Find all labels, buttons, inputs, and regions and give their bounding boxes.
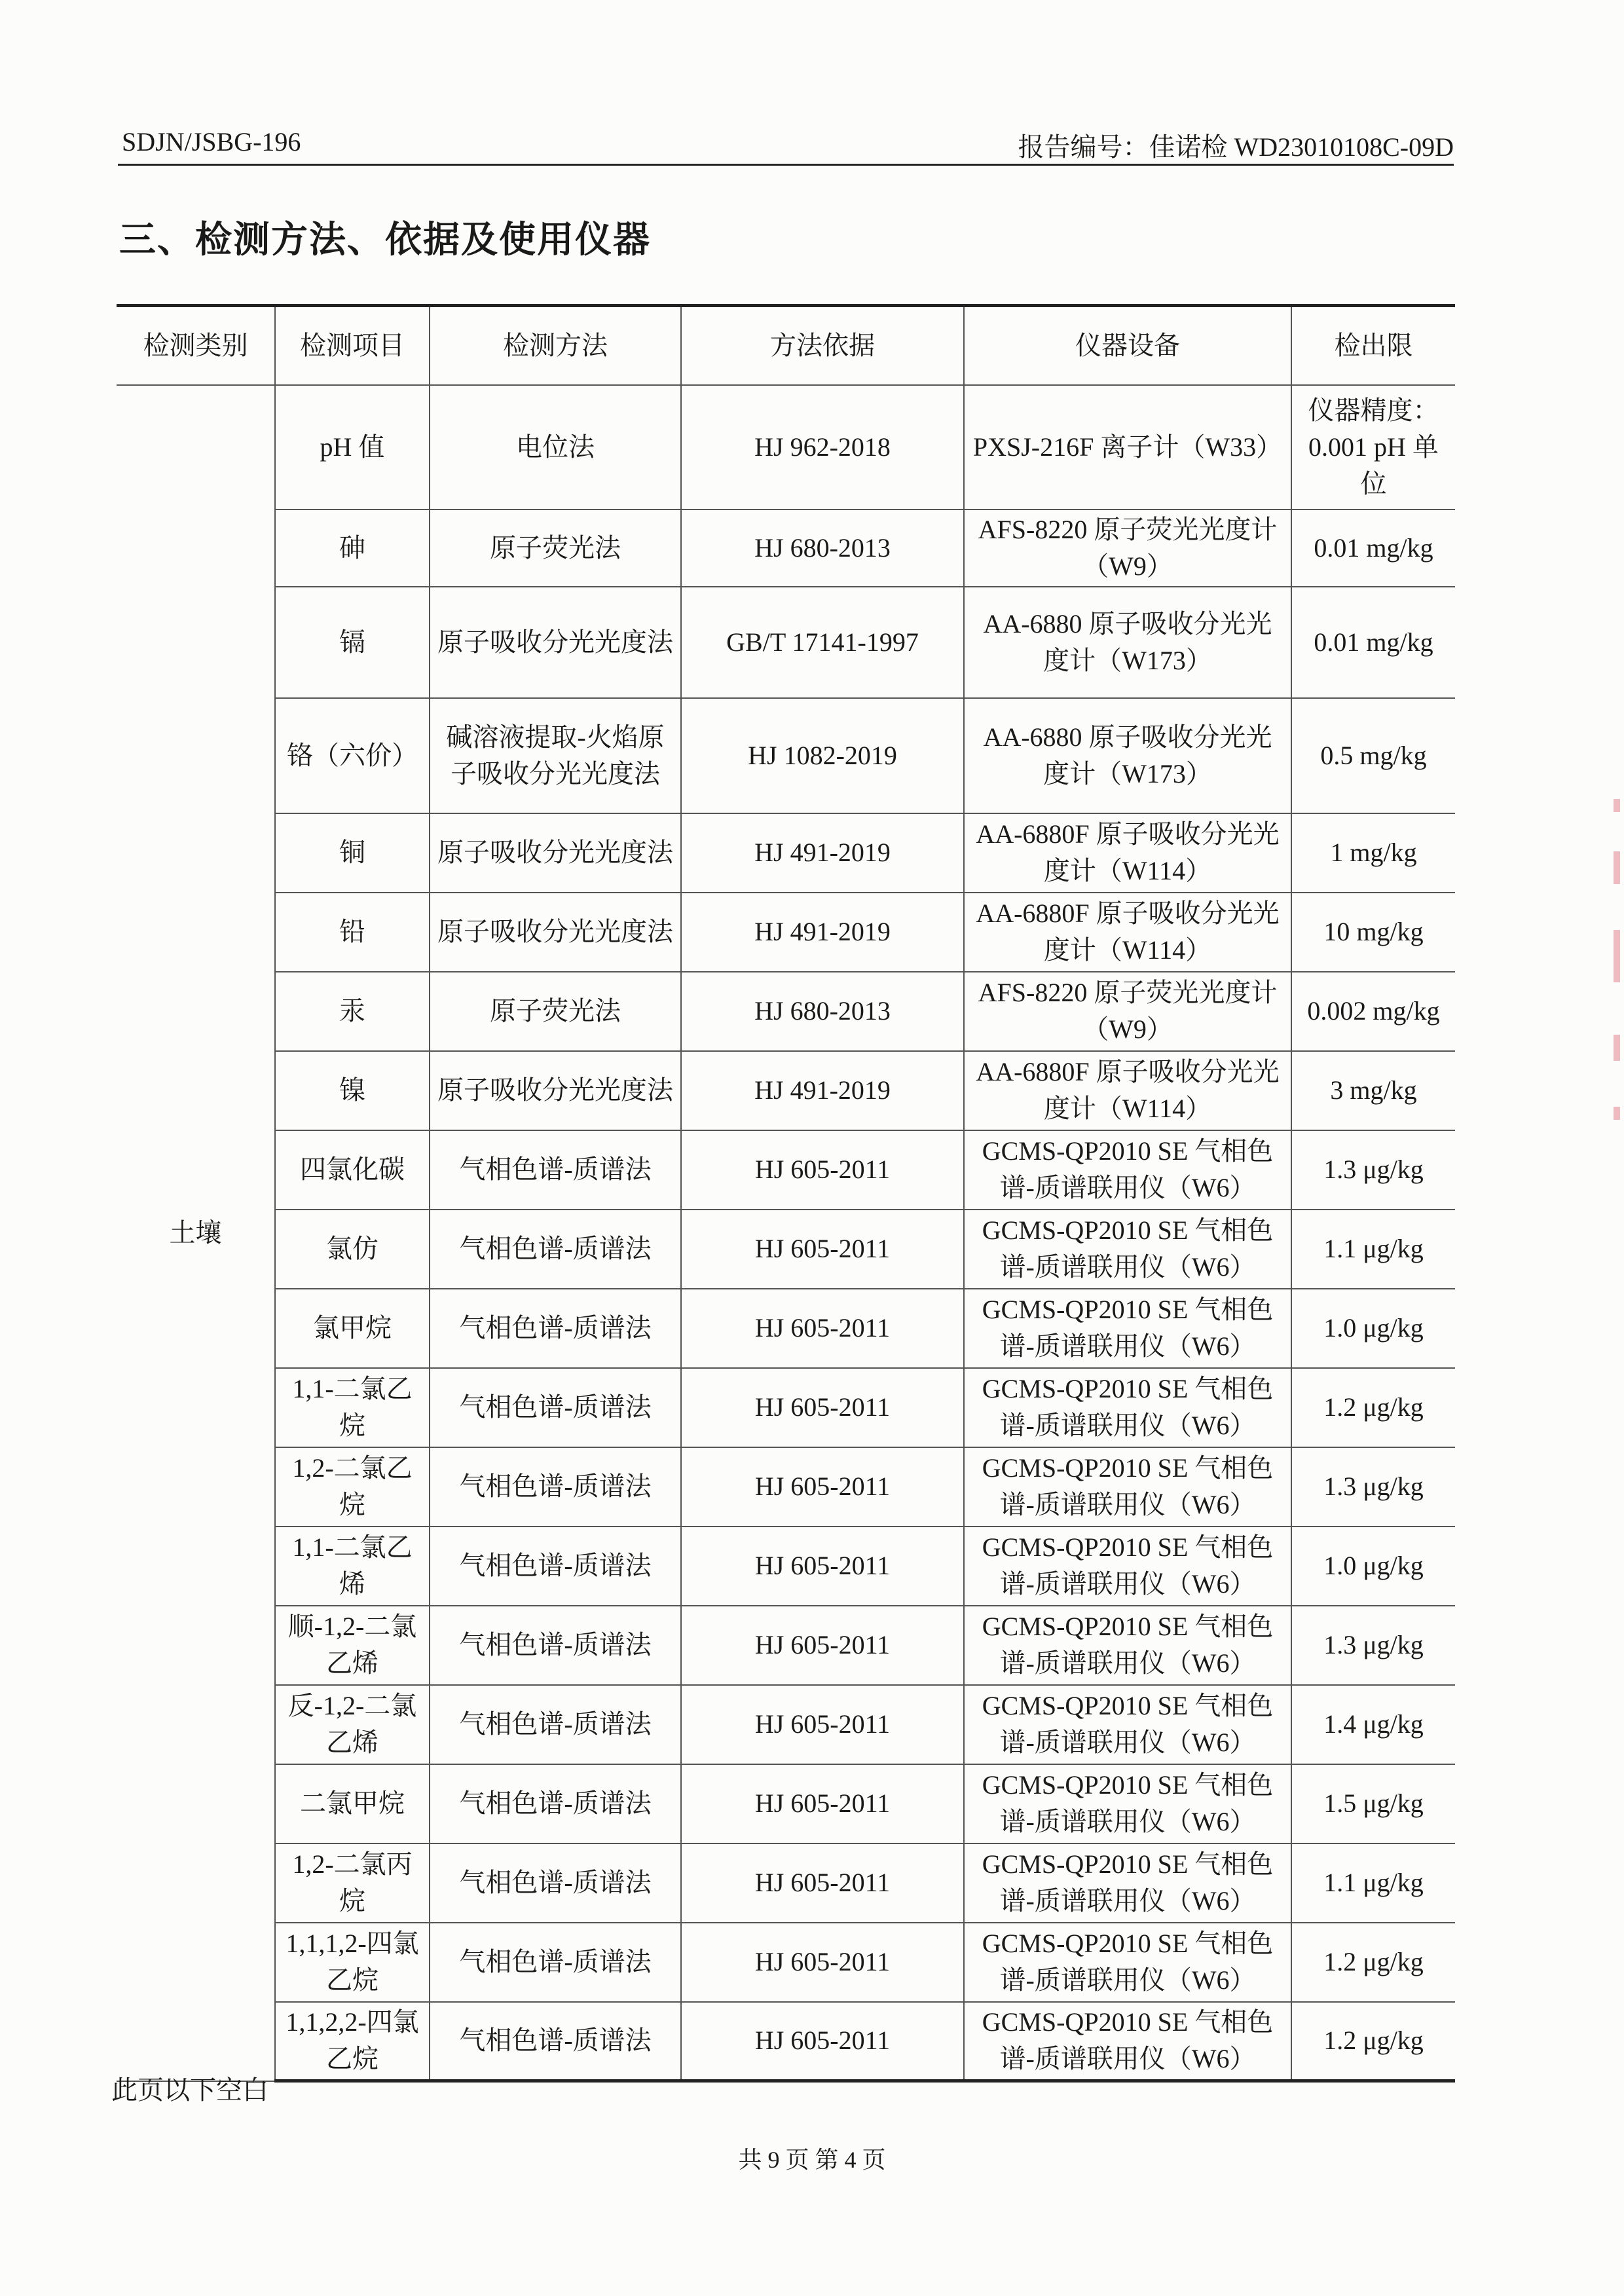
table-row [117, 1764, 1455, 1843]
item-cell: 铬（六价） [275, 698, 430, 813]
instrument-cell: AA-6880 原子吸收分光光度计（W173） [964, 587, 1291, 698]
page-header [118, 121, 1454, 160]
basis-cell: HJ 962-2018 [681, 385, 964, 509]
table-row [117, 1051, 1455, 1130]
method-cell: 气相色谱-质谱法 [430, 1130, 681, 1210]
item-cell: 二氯甲烷 [275, 1764, 430, 1843]
table-row [117, 1606, 1455, 1685]
table-row [117, 509, 1455, 587]
item-cell: 1,2-二氯乙烷 [275, 1447, 430, 1527]
item-cell: pH 值 [275, 385, 430, 509]
report-number: 报告编号：佳诺检 WD23010108C-09D [1018, 132, 1454, 162]
seal-stamp-edge [1604, 799, 1624, 1139]
basis-cell: GB/T 17141-1997 [681, 587, 964, 698]
column-header: 检测类别 [117, 306, 275, 385]
item-cell: 1,1,1,2-四氯乙烷 [275, 1923, 430, 2002]
table-row [117, 1447, 1455, 1527]
basis-cell: HJ 605-2011 [681, 1130, 964, 1210]
instrument-cell: AA-6880 原子吸收分光光度计（W173） [964, 698, 1291, 813]
basis-cell: HJ 680-2013 [681, 972, 964, 1051]
method-cell: 气相色谱-质谱法 [430, 1843, 681, 1923]
basis-cell: HJ 605-2011 [681, 1447, 964, 1527]
method-cell: 气相色谱-质谱法 [430, 1210, 681, 1289]
method-cell: 原子荧光法 [430, 972, 681, 1051]
table-row [117, 972, 1455, 1051]
column-header: 检测项目 [275, 306, 430, 385]
limit-cell: 10 mg/kg [1291, 893, 1455, 972]
instrument-cell: PXSJ-216F 离子计（W33） [964, 385, 1291, 509]
table-row [117, 893, 1455, 972]
instrument-cell: GCMS-QP2010 SE 气相色谱-质谱联用仪（W6） [964, 1210, 1291, 1289]
table-row [117, 813, 1455, 893]
item-cell: 1,1-二氯乙烯 [275, 1527, 430, 1606]
basis-cell: HJ 605-2011 [681, 2002, 964, 2081]
table-body [117, 385, 1455, 2081]
basis-cell: HJ 605-2011 [681, 1923, 964, 2002]
limit-cell: 1.3 μg/kg [1291, 1447, 1455, 1527]
table-header-row [117, 306, 1455, 385]
method-cell: 碱溶液提取-火焰原子吸收分光光度法 [430, 698, 681, 813]
item-cell: 氯甲烷 [275, 1289, 430, 1368]
basis-cell: HJ 605-2011 [681, 1289, 964, 1368]
method-cell: 原子吸收分光光度法 [430, 813, 681, 893]
document-code: SDJN/JSBG-196 [122, 127, 301, 157]
item-cell: 1,1-二氯乙烷 [275, 1368, 430, 1447]
item-cell: 1,2-二氯丙烷 [275, 1843, 430, 1923]
method-cell: 气相色谱-质谱法 [430, 1606, 681, 1685]
limit-cell: 0.5 mg/kg [1291, 698, 1455, 813]
basis-cell: HJ 605-2011 [681, 1606, 964, 1685]
method-cell: 气相色谱-质谱法 [430, 1447, 681, 1527]
basis-cell: HJ 605-2011 [681, 1764, 964, 1843]
limit-cell: 3 mg/kg [1291, 1051, 1455, 1130]
blank-page-note: 此页以下空白 [111, 2075, 268, 2105]
limit-cell: 1.0 μg/kg [1291, 1289, 1455, 1368]
method-cell: 气相色谱-质谱法 [430, 2002, 681, 2081]
table-row [117, 1368, 1455, 1447]
instrument-cell: GCMS-QP2010 SE 气相色谱-质谱联用仪（W6） [964, 1527, 1291, 1606]
table-row [117, 1289, 1455, 1368]
instrument-cell: GCMS-QP2010 SE 气相色谱-质谱联用仪（W6） [964, 1289, 1291, 1368]
item-cell: 氯仿 [275, 1210, 430, 1289]
item-cell: 四氯化碳 [275, 1130, 430, 1210]
instrument-cell: AA-6880F 原子吸收分光光度计（W114） [964, 893, 1291, 972]
instrument-cell: AFS-8220 原子荧光光度计（W9） [964, 509, 1291, 587]
limit-cell: 1.2 μg/kg [1291, 2002, 1455, 2081]
limit-cell: 0.01 mg/kg [1291, 509, 1455, 587]
instrument-cell: GCMS-QP2010 SE 气相色谱-质谱联用仪（W6） [964, 1843, 1291, 1923]
method-cell: 气相色谱-质谱法 [430, 1368, 681, 1447]
limit-cell: 1.3 μg/kg [1291, 1130, 1455, 1210]
item-cell: 1,1,2,2-四氯乙烷 [275, 2002, 430, 2081]
instrument-cell: AA-6880F 原子吸收分光光度计（W114） [964, 1051, 1291, 1130]
column-header: 检出限 [1291, 306, 1455, 385]
method-cell: 电位法 [430, 385, 681, 509]
table-row [117, 587, 1455, 698]
item-cell: 镍 [275, 1051, 430, 1130]
instrument-cell: GCMS-QP2010 SE 气相色谱-质谱联用仪（W6） [964, 1447, 1291, 1527]
column-header: 仪器设备 [964, 306, 1291, 385]
item-cell: 铜 [275, 813, 430, 893]
basis-cell: HJ 605-2011 [681, 1843, 964, 1923]
instrument-cell: AA-6880F 原子吸收分光光度计（W114） [964, 813, 1291, 893]
instrument-cell: GCMS-QP2010 SE 气相色谱-质谱联用仪（W6） [964, 1923, 1291, 2002]
limit-cell: 仪器精度：0.001 pH 单位 [1291, 385, 1455, 509]
method-cell: 原子吸收分光光度法 [430, 893, 681, 972]
category-cell: 土壤 [117, 385, 275, 2081]
instrument-cell: GCMS-QP2010 SE 气相色谱-质谱联用仪（W6） [964, 1606, 1291, 1685]
basis-cell: HJ 491-2019 [681, 893, 964, 972]
limit-cell: 1.4 μg/kg [1291, 1685, 1455, 1764]
method-cell: 原子吸收分光光度法 [430, 1051, 681, 1130]
limit-cell: 1.1 μg/kg [1291, 1843, 1455, 1923]
instrument-cell: GCMS-QP2010 SE 气相色谱-质谱联用仪（W6） [964, 2002, 1291, 2081]
table-row [117, 1210, 1455, 1289]
limit-cell: 1.2 μg/kg [1291, 1923, 1455, 2002]
basis-cell: HJ 605-2011 [681, 1527, 964, 1606]
instrument-cell: GCMS-QP2010 SE 气相色谱-质谱联用仪（W6） [964, 1685, 1291, 1764]
table-row [117, 1843, 1455, 1923]
method-cell: 气相色谱-质谱法 [430, 1923, 681, 2002]
method-cell: 气相色谱-质谱法 [430, 1685, 681, 1764]
column-header: 检测方法 [430, 306, 681, 385]
limit-cell: 1 mg/kg [1291, 813, 1455, 893]
item-cell: 汞 [275, 972, 430, 1051]
instrument-cell: GCMS-QP2010 SE 气相色谱-质谱联用仪（W6） [964, 1368, 1291, 1447]
instrument-cell: GCMS-QP2010 SE 气相色谱-质谱联用仪（W6） [964, 1764, 1291, 1843]
basis-cell: HJ 1082-2019 [681, 698, 964, 813]
table-row [117, 1685, 1455, 1764]
limit-cell: 0.01 mg/kg [1291, 587, 1455, 698]
basis-cell: HJ 680-2013 [681, 509, 964, 587]
method-cell: 气相色谱-质谱法 [430, 1289, 681, 1368]
basis-cell: HJ 491-2019 [681, 1051, 964, 1130]
method-cell: 气相色谱-质谱法 [430, 1527, 681, 1606]
section-title: 三、检测方法、依据及使用仪器 [119, 219, 651, 261]
methods-table [117, 304, 1455, 2083]
item-cell: 顺-1,2-二氯乙烯 [275, 1606, 430, 1685]
method-cell: 原子吸收分光光度法 [430, 587, 681, 698]
basis-cell: HJ 605-2011 [681, 1210, 964, 1289]
limit-cell: 1.0 μg/kg [1291, 1527, 1455, 1606]
basis-cell: HJ 491-2019 [681, 813, 964, 893]
method-cell: 原子荧光法 [430, 509, 681, 587]
item-cell: 镉 [275, 587, 430, 698]
instrument-cell: GCMS-QP2010 SE 气相色谱-质谱联用仪（W6） [964, 1130, 1291, 1210]
basis-cell: HJ 605-2011 [681, 1368, 964, 1447]
basis-cell: HJ 605-2011 [681, 1685, 964, 1764]
item-cell: 反-1,2-二氯乙烯 [275, 1685, 430, 1764]
table-row [117, 1130, 1455, 1210]
limit-cell: 1.5 μg/kg [1291, 1764, 1455, 1843]
limit-cell: 1.3 μg/kg [1291, 1606, 1455, 1685]
limit-cell: 1.1 μg/kg [1291, 1210, 1455, 1289]
table-row [117, 698, 1455, 813]
limit-cell: 0.002 mg/kg [1291, 972, 1455, 1051]
limit-cell: 1.2 μg/kg [1291, 1368, 1455, 1447]
table-row [117, 2002, 1455, 2081]
table-row [117, 1923, 1455, 2002]
item-cell: 铅 [275, 893, 430, 972]
page-number: 共 9 页 第 4 页 [738, 2147, 886, 2173]
instrument-cell: AFS-8220 原子荧光光度计（W9） [964, 972, 1291, 1051]
method-cell: 气相色谱-质谱法 [430, 1764, 681, 1843]
column-header: 方法依据 [681, 306, 964, 385]
table-row [117, 1527, 1455, 1606]
item-cell: 砷 [275, 509, 430, 587]
header-divider [118, 164, 1454, 166]
table-row [117, 385, 1455, 509]
